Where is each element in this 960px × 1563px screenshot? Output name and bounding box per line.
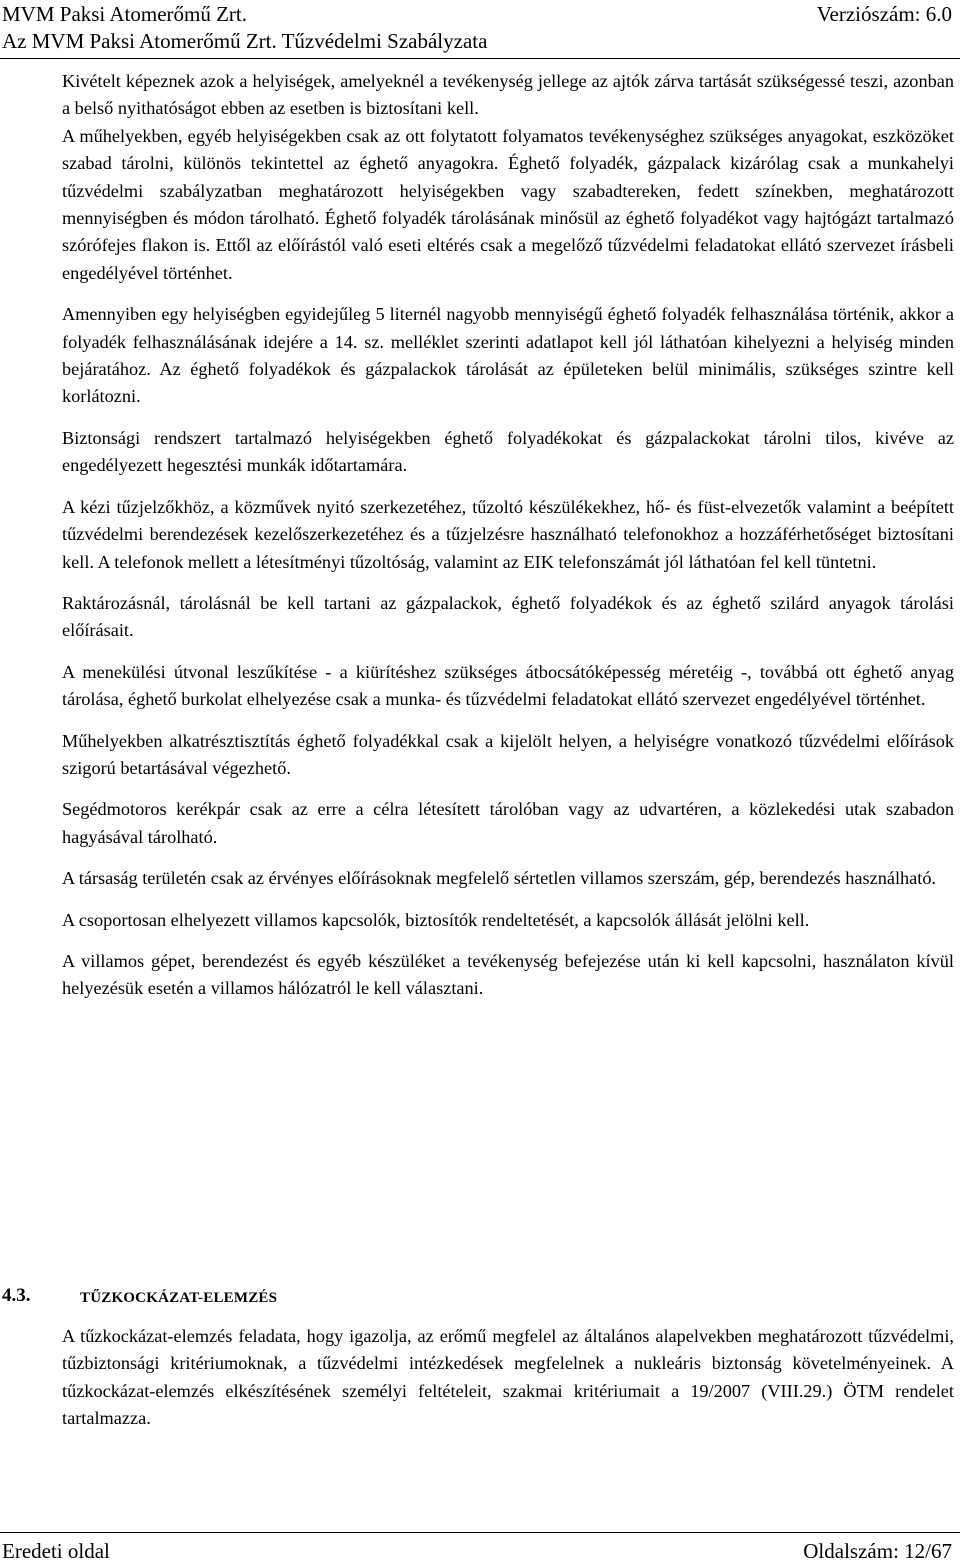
paragraph: A tűzkockázat-elemzés feladata, hogy igazolja, az erőmű megfelel az általános alapelvekben meghatározott tűzvédelmi, tűzbiztonsági kritériumoknak, a tűzvédelmi intézkedések megfelelnek a nukleáris biztonság követelményeinek. A tűzkockázat-elemzés elkészítésének személyi feltételeit, szakmai kritériumait a 19/2007 (VIII.29.) ÖTM rendelet tartalmazza.: [62, 1326, 954, 1429]
section-body: [62, 1323, 954, 1433]
paragraph: Kivételt képeznek azok a helyiségek, amelyeknél a tevékenység jellege az ajtók zárva tartását szükségessé teszi, azonban a belső nyithatóságot ebben az esetben is biztosítani kell.: [62, 71, 954, 119]
footer-original-page: Eredeti oldal: [2, 1539, 110, 1563]
section-title: TŰZKOCKÁZAT-ELEMZÉS: [80, 1290, 278, 1306]
header-version: Verziószám: 6.0: [816, 2, 952, 26]
paragraph: A csoportosan elhelyezett villamos kapcsolók, biztosítók rendeltetését, a kapcsolók állását jelölni kell.: [62, 909, 810, 930]
paragraph: A műhelyekben, egyéb helyiségekben csak az ott folytatott folyamatos tevékenységhez szükséges anyagokat, eszközöket szabad tárolni, különös tekintettel az éghető anyagokra. Éghető folyadék, gázpalack kizárólag csak a munkahelyi tűzvédelmi szabályzatban meghatározott helyiségekben vagy szabadtereken, fedett színekben, meghatározott mennyiségben és módon tárolható. Éghető folyadék tárolásának minősül az éghető folyadékot vagy hajtógázt tartalmazó szórófejes flakon is. Ettől az előírástól való eseti eltérés csak a megelőző tűzvédelmi feladatokat ellátó szervezet írásbeli engedélyével történhet.: [62, 125, 954, 283]
paragraph: A menekülési útvonal leszűkítése - a kiürítéshez szükséges átbocsátóképesség méretéig -, továbbá ott éghető anyag tárolása, éghető burkolat elhelyezése csak a munka- és tűzvédelmi feladatokat ellátó szervezet engedélyével történhet.: [62, 661, 954, 710]
paragraph: Amennyiben egy helyiségben egyidejűleg 5 liternél nagyobb mennyiségű éghető folyadék felhasználása történik, akkor a folyadék felhasználásának idejére a 14. sz. melléklet szerinti adatlapot kell jól láthatóan kihelyezni a helyiség minden bejáratához. Az éghető folyadékok és gázpalackok tárolását az épületeken belül minimális, szükséges szintre kell korlátozni.: [62, 304, 954, 407]
document-body: [62, 68, 954, 1017]
footer-page-number: Oldalszám: 12/67: [803, 1539, 952, 1563]
header-company: MVM Paksi Atomerőmű Zrt.: [2, 2, 247, 26]
paragraph: A villamos gépet, berendezést és egyéb készüléket a tevékenység befejezése után ki kell kapcsolni, használaton kívül helyezésük esetén a villamos hálózatról le kell választani.: [62, 950, 954, 999]
paragraph: Segédmotoros kerékpár csak az erre a célra létesített tárolóban vagy az udvartéren, a közlekedési utak szabadon hagyásával tárolható.: [62, 799, 954, 847]
header-document-title: Az MVM Paksi Atomerőmű Zrt. Tűzvédelmi Szabályzata: [2, 29, 488, 53]
paragraph: Biztonsági rendszert tartalmazó helyiségekben éghető folyadékokat és gázpalackokat tárolni tilos, kivéve az engedélyezett hegesztési munkák időtartamára.: [62, 427, 954, 476]
page-footer: [0, 1532, 960, 1562]
paragraph: Raktározásnál, tárolásnál be kell tartani az gázpalackok, éghető folyadékok és az éghető szilárd anyagok tárolási előírásait.: [62, 592, 954, 641]
paragraph: A kézi tűzjelzőkhöz, a közművek nyitó szerkezetéhez, tűzoltó készülékekhez, hő- és füst-elvezetők valamint a beépített tűzvédelmi berendezések kezelőszerkezetéhez és a tűzjelzésre használható telefonokhoz a hozzáférhetőséget biztosítani kell. A telefonok mellett a létesítményi tűzoltóság, valamint az EIK telefonszámát jól láthatóan fel kell tüntetni.: [62, 496, 954, 572]
section-number: 4.3.: [2, 1285, 31, 1306]
paragraph: A társaság területén csak az érvényes előírásoknak megfelelő sértetlen villamos szerszám, gép, berendezés használható.: [62, 868, 937, 889]
page-header: [0, 0, 960, 59]
paragraph: Műhelyekben alkatrésztisztítás éghető folyadékkal csak a kijelölt helyen, a helyiségre vonatkozó tűzvédelmi előírások szigorú betartásával végezhető.: [62, 730, 954, 778]
